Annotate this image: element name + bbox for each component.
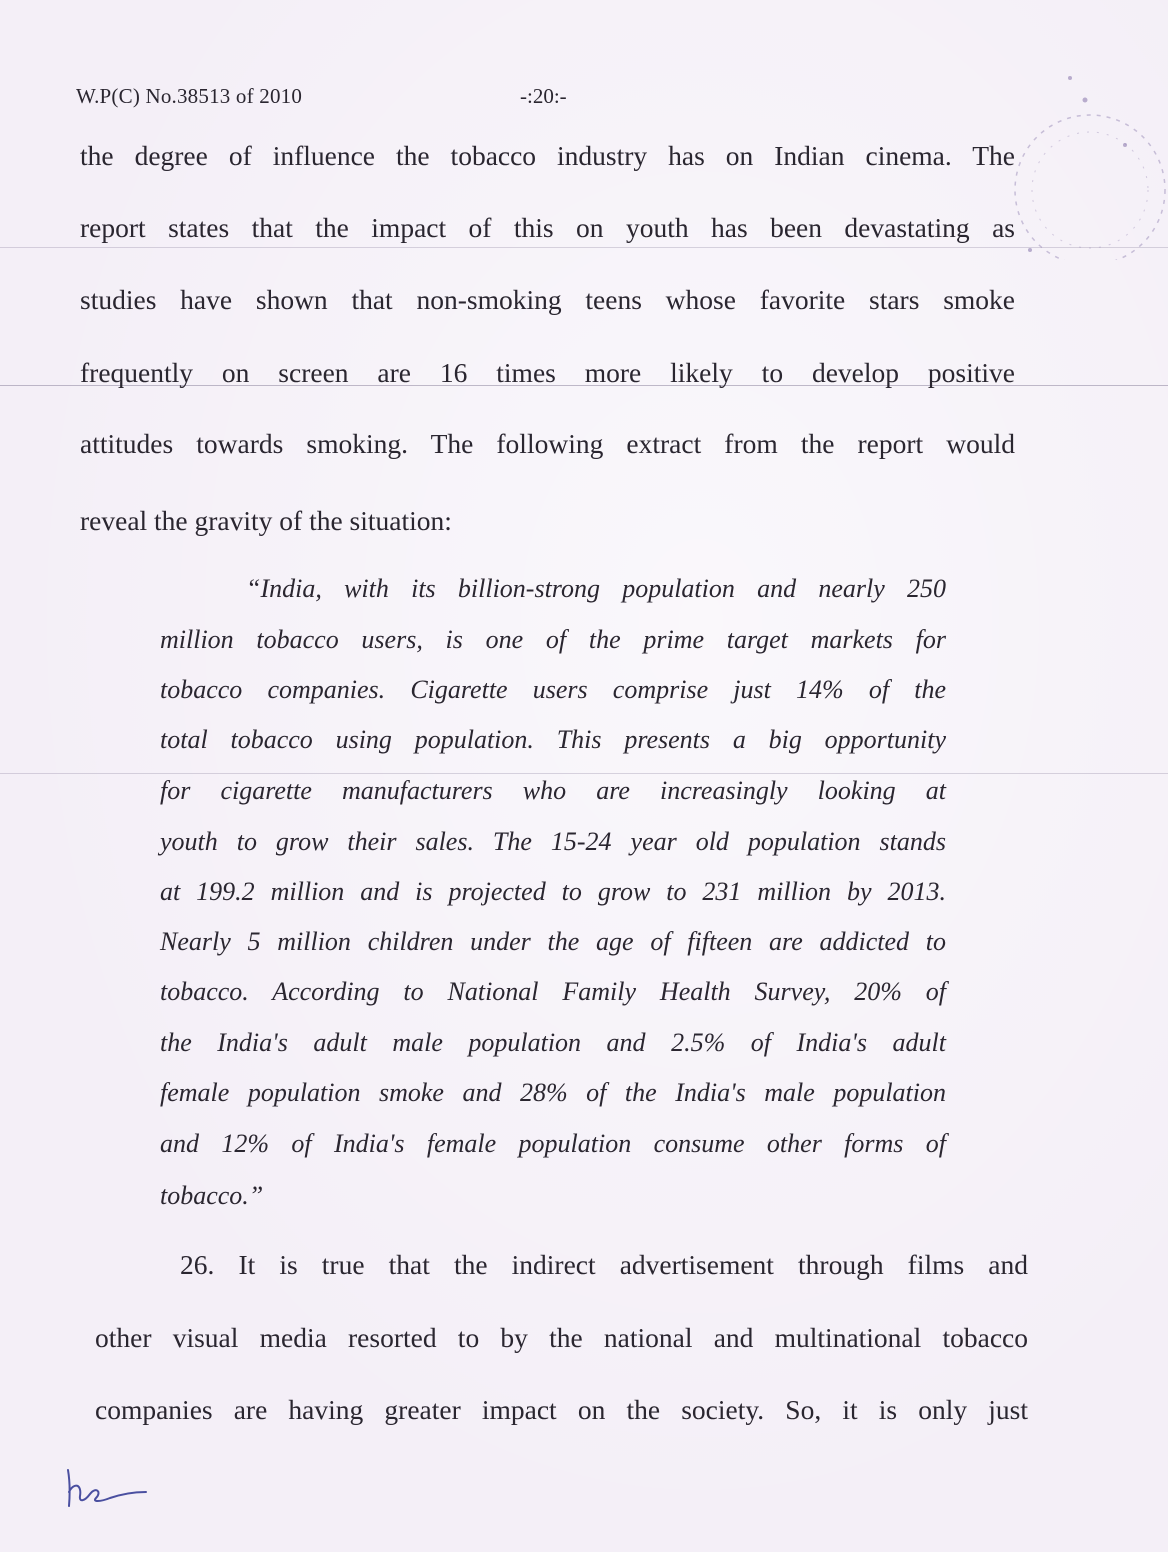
handwritten-initials (60, 1462, 160, 1512)
quote-line: for cigarette manufacturers who are increasingly looking at (160, 776, 946, 805)
paragraph-line: attitudes towards smoking. The following extract from the report would (80, 428, 1015, 459)
quote-line: Nearly 5 million children under the age of fifteen are addicted to (160, 927, 946, 956)
quote-line: tobacco. According to National Family Health Survey, 20% of (160, 977, 946, 1006)
quote-line: the India's adult male population and 2.5% of India's adult (160, 1028, 946, 1057)
page-number: -:20:- (520, 84, 567, 108)
quote-line: tobacco companies. Cigarette users comprise just 14% of the (160, 675, 946, 704)
case-number: W.P(C) No.38513 of 2010 (76, 84, 303, 108)
paragraph-line: other visual media resorted to by the national and multinational tobacco (95, 1322, 1028, 1353)
quote-line: female population smoke and 28% of the India's male population (160, 1078, 946, 1107)
paragraph-line: reveal the gravity of the situation: (80, 505, 452, 536)
paragraph-line: frequently on screen are 16 times more likely to develop positive (80, 357, 1015, 388)
quote-line: youth to grow their sales. The 15-24 year old population stands (160, 827, 946, 856)
paragraph-line: studies have shown that non-smoking teens whose favorite stars smoke (80, 284, 1015, 315)
quote-line: total tobacco using population. This presents a big opportunity (160, 725, 946, 754)
quote-line: “India, with its billion-strong population and nearly 250 (246, 574, 946, 603)
quote-line: at 199.2 million and is projected to grow to 231 million by 2013. (160, 877, 946, 906)
court-seal-stamp (1000, 60, 1168, 260)
quote-line: and 12% of India's female population consume other forms of (160, 1129, 946, 1158)
paragraph-line: companies are having greater impact on the society. So, it is only just (95, 1394, 1028, 1425)
paragraph-line: report states that the impact of this on youth has been devastating as (80, 212, 1015, 243)
paper-fold-line (0, 773, 1168, 774)
quote-line: million tobacco users, is one of the prime target markets for (160, 625, 946, 654)
quote-line: tobacco.” (160, 1181, 264, 1210)
paragraph-line: the degree of influence the tobacco industry has on Indian cinema. The (80, 140, 1015, 171)
paper-fold-line (0, 247, 1168, 248)
paragraph-line: 26. It is true that the indirect advertisement through films and (180, 1249, 1028, 1280)
